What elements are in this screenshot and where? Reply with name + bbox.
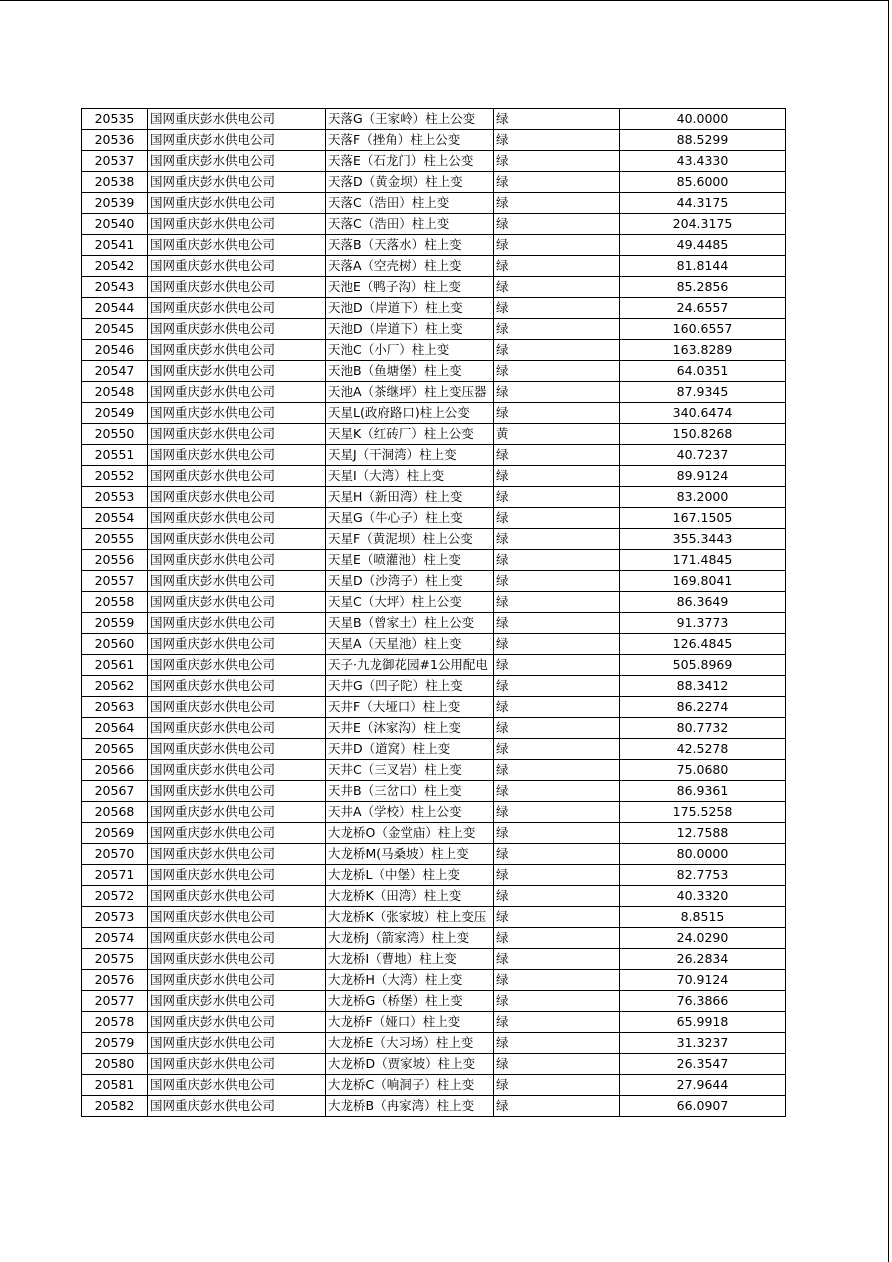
table-row	[82, 655, 786, 676]
transformer-name-cell: 大龙桥J（箭家湾）柱上变	[326, 928, 494, 949]
status-cell: 绿	[494, 655, 620, 676]
row-id-cell: 20550	[82, 424, 148, 445]
table-row	[82, 844, 786, 865]
table-row	[82, 970, 786, 991]
company-cell: 国网重庆彭水供电公司	[148, 844, 326, 865]
transformer-name-cell: 天落F（挫角）柱上公变	[326, 130, 494, 151]
value-cell: 86.3649	[620, 592, 786, 613]
row-id-cell: 20573	[82, 907, 148, 928]
row-id-cell: 20545	[82, 319, 148, 340]
transformer-table	[81, 108, 786, 1117]
status-cell: 绿	[494, 529, 620, 550]
row-id-cell: 20569	[82, 823, 148, 844]
value-cell: 64.0351	[620, 361, 786, 382]
transformer-name-cell: 天池C（小厂）柱上变	[326, 340, 494, 361]
value-cell: 175.5258	[620, 802, 786, 823]
status-cell: 绿	[494, 466, 620, 487]
company-cell: 国网重庆彭水供电公司	[148, 382, 326, 403]
table-row	[82, 361, 786, 382]
table-row	[82, 235, 786, 256]
transformer-name-cell: 天落C（浩田）柱上变	[326, 193, 494, 214]
company-cell: 国网重庆彭水供电公司	[148, 970, 326, 991]
table-row	[82, 949, 786, 970]
status-cell: 绿	[494, 697, 620, 718]
company-cell: 国网重庆彭水供电公司	[148, 697, 326, 718]
status-cell: 绿	[494, 445, 620, 466]
transformer-name-cell: 天子·九龙御花园#1公用配电	[326, 655, 494, 676]
transformer-name-cell: 天落D（黄金坝）柱上变	[326, 172, 494, 193]
table-row	[82, 172, 786, 193]
table-row	[82, 592, 786, 613]
table-row	[82, 697, 786, 718]
row-id-cell: 20575	[82, 949, 148, 970]
table-row	[82, 340, 786, 361]
row-id-cell: 20561	[82, 655, 148, 676]
status-cell: 绿	[494, 361, 620, 382]
table-row	[82, 214, 786, 235]
transformer-name-cell: 天落C（浩田）柱上变	[326, 214, 494, 235]
transformer-name-cell: 大龙桥L（中堡）柱上变	[326, 865, 494, 886]
row-id-cell: 20542	[82, 256, 148, 277]
table-row	[82, 403, 786, 424]
status-cell: 绿	[494, 109, 620, 130]
row-id-cell: 20546	[82, 340, 148, 361]
table-row	[82, 991, 786, 1012]
row-id-cell: 20562	[82, 676, 148, 697]
row-id-cell: 20567	[82, 781, 148, 802]
transformer-name-cell: 大龙桥H（大湾）柱上变	[326, 970, 494, 991]
table-row	[82, 151, 786, 172]
row-id-cell: 20579	[82, 1033, 148, 1054]
status-cell: 绿	[494, 613, 620, 634]
company-cell: 国网重庆彭水供电公司	[148, 1012, 326, 1033]
table-row	[82, 130, 786, 151]
company-cell: 国网重庆彭水供电公司	[148, 655, 326, 676]
table-row	[82, 634, 786, 655]
status-cell: 绿	[494, 907, 620, 928]
transformer-name-cell: 大龙桥I（曹地）柱上变	[326, 949, 494, 970]
transformer-name-cell: 天星D（沙湾子）柱上变	[326, 571, 494, 592]
value-cell: 24.0290	[620, 928, 786, 949]
value-cell: 26.3547	[620, 1054, 786, 1075]
value-cell: 160.6557	[620, 319, 786, 340]
table-row	[82, 865, 786, 886]
company-cell: 国网重庆彭水供电公司	[148, 718, 326, 739]
transformer-name-cell: 大龙桥M(马桑坡）柱上变	[326, 844, 494, 865]
table-row	[82, 760, 786, 781]
row-id-cell: 20577	[82, 991, 148, 1012]
company-cell: 国网重庆彭水供电公司	[148, 403, 326, 424]
transformer-name-cell: 天井E（沐家沟）柱上变	[326, 718, 494, 739]
row-id-cell: 20543	[82, 277, 148, 298]
status-cell: 绿	[494, 214, 620, 235]
table-row	[82, 550, 786, 571]
table-row	[82, 1075, 786, 1096]
value-cell: 169.8041	[620, 571, 786, 592]
status-cell: 绿	[494, 487, 620, 508]
company-cell: 国网重庆彭水供电公司	[148, 1096, 326, 1117]
value-cell: 66.0907	[620, 1096, 786, 1117]
row-id-cell: 20570	[82, 844, 148, 865]
transformer-name-cell: 天池D（岸道下）柱上变	[326, 319, 494, 340]
transformer-name-cell: 大龙桥D（贾家坡）柱上变	[326, 1054, 494, 1075]
company-cell: 国网重庆彭水供电公司	[148, 361, 326, 382]
value-cell: 91.3773	[620, 613, 786, 634]
transformer-name-cell: 大龙桥O（金堂庙）柱上变	[326, 823, 494, 844]
status-cell: 绿	[494, 970, 620, 991]
company-cell: 国网重庆彭水供电公司	[148, 781, 326, 802]
page-top-border	[0, 0, 888, 1]
value-cell: 12.7588	[620, 823, 786, 844]
row-id-cell: 20552	[82, 466, 148, 487]
row-id-cell: 20544	[82, 298, 148, 319]
status-cell: 绿	[494, 760, 620, 781]
row-id-cell: 20540	[82, 214, 148, 235]
table-body	[82, 109, 786, 1117]
row-id-cell: 20553	[82, 487, 148, 508]
value-cell: 44.3175	[620, 193, 786, 214]
row-id-cell: 20559	[82, 613, 148, 634]
company-cell: 国网重庆彭水供电公司	[148, 907, 326, 928]
company-cell: 国网重庆彭水供电公司	[148, 424, 326, 445]
status-cell: 绿	[494, 844, 620, 865]
company-cell: 国网重庆彭水供电公司	[148, 1075, 326, 1096]
status-cell: 绿	[494, 340, 620, 361]
status-cell: 绿	[494, 739, 620, 760]
company-cell: 国网重庆彭水供电公司	[148, 613, 326, 634]
transformer-name-cell: 天井B（三岔口）柱上变	[326, 781, 494, 802]
status-cell: 绿	[494, 865, 620, 886]
transformer-name-cell: 天星K（红砖厂）柱上公变	[326, 424, 494, 445]
transformer-name-cell: 天星A（天星池）柱上变	[326, 634, 494, 655]
status-cell: 绿	[494, 151, 620, 172]
status-cell: 绿	[494, 382, 620, 403]
transformer-name-cell: 天星C（大坪）柱上公变	[326, 592, 494, 613]
status-cell: 绿	[494, 1096, 620, 1117]
status-cell: 绿	[494, 130, 620, 151]
table-row	[82, 256, 786, 277]
value-cell: 81.8144	[620, 256, 786, 277]
company-cell: 国网重庆彭水供电公司	[148, 193, 326, 214]
transformer-name-cell: 天星L(政府路口)柱上公变	[326, 403, 494, 424]
status-cell: 绿	[494, 256, 620, 277]
transformer-name-cell: 大龙桥K（田湾）柱上变	[326, 886, 494, 907]
company-cell: 国网重庆彭水供电公司	[148, 550, 326, 571]
row-id-cell: 20581	[82, 1075, 148, 1096]
row-id-cell: 20574	[82, 928, 148, 949]
table-row	[82, 1012, 786, 1033]
status-cell: 绿	[494, 571, 620, 592]
table-row	[82, 382, 786, 403]
table-row	[82, 193, 786, 214]
value-cell: 150.8268	[620, 424, 786, 445]
row-id-cell: 20548	[82, 382, 148, 403]
status-cell: 绿	[494, 298, 620, 319]
table-row	[82, 445, 786, 466]
status-cell: 绿	[494, 634, 620, 655]
table-row	[82, 928, 786, 949]
status-cell: 绿	[494, 676, 620, 697]
company-cell: 国网重庆彭水供电公司	[148, 487, 326, 508]
transformer-name-cell: 天池D（岸道下）柱上变	[326, 298, 494, 319]
company-cell: 国网重庆彭水供电公司	[148, 802, 326, 823]
row-id-cell: 20560	[82, 634, 148, 655]
value-cell: 167.1505	[620, 508, 786, 529]
company-cell: 国网重庆彭水供电公司	[148, 1033, 326, 1054]
value-cell: 126.4845	[620, 634, 786, 655]
company-cell: 国网重庆彭水供电公司	[148, 760, 326, 781]
status-cell: 绿	[494, 592, 620, 613]
company-cell: 国网重庆彭水供电公司	[148, 592, 326, 613]
transformer-name-cell: 大龙桥G（桥堡）柱上变	[326, 991, 494, 1012]
value-cell: 83.2000	[620, 487, 786, 508]
company-cell: 国网重庆彭水供电公司	[148, 1054, 326, 1075]
row-id-cell: 20571	[82, 865, 148, 886]
transformer-name-cell: 天星J（干洞湾）柱上变	[326, 445, 494, 466]
value-cell: 27.9644	[620, 1075, 786, 1096]
company-cell: 国网重庆彭水供电公司	[148, 109, 326, 130]
value-cell: 85.2856	[620, 277, 786, 298]
transformer-name-cell: 天井A（学校）柱上公变	[326, 802, 494, 823]
page-right-border	[888, 0, 889, 1262]
table-row	[82, 1033, 786, 1054]
row-id-cell: 20572	[82, 886, 148, 907]
status-cell: 绿	[494, 928, 620, 949]
transformer-name-cell: 天星H（新田湾）柱上变	[326, 487, 494, 508]
transformer-name-cell: 天落G（王家岭）柱上公变	[326, 109, 494, 130]
status-cell: 绿	[494, 1033, 620, 1054]
status-cell: 绿	[494, 991, 620, 1012]
transformer-name-cell: 天星G（牛心子）柱上变	[326, 508, 494, 529]
row-id-cell: 20557	[82, 571, 148, 592]
value-cell: 40.3320	[620, 886, 786, 907]
value-cell: 70.9124	[620, 970, 786, 991]
status-cell: 绿	[494, 802, 620, 823]
value-cell: 171.4845	[620, 550, 786, 571]
value-cell: 43.4330	[620, 151, 786, 172]
status-cell: 绿	[494, 1012, 620, 1033]
transformer-name-cell: 大龙桥C（响洞子）柱上变	[326, 1075, 494, 1096]
value-cell: 31.3237	[620, 1033, 786, 1054]
status-cell: 绿	[494, 886, 620, 907]
table-row	[82, 781, 786, 802]
company-cell: 国网重庆彭水供电公司	[148, 214, 326, 235]
table-row	[82, 739, 786, 760]
value-cell: 24.6557	[620, 298, 786, 319]
value-cell: 88.5299	[620, 130, 786, 151]
table-row	[82, 676, 786, 697]
company-cell: 国网重庆彭水供电公司	[148, 886, 326, 907]
row-id-cell: 20556	[82, 550, 148, 571]
transformer-name-cell: 天星B（曾家土）柱上公变	[326, 613, 494, 634]
company-cell: 国网重庆彭水供电公司	[148, 151, 326, 172]
company-cell: 国网重庆彭水供电公司	[148, 445, 326, 466]
table-row	[82, 802, 786, 823]
row-id-cell: 20565	[82, 739, 148, 760]
status-cell: 绿	[494, 781, 620, 802]
transformer-name-cell: 大龙桥E（大习场）柱上变	[326, 1033, 494, 1054]
transformer-name-cell: 天井D（道窝）柱上变	[326, 739, 494, 760]
row-id-cell: 20539	[82, 193, 148, 214]
transformer-name-cell: 大龙桥B（冉家湾）柱上变	[326, 1096, 494, 1117]
transformer-name-cell: 天井F（大垭口）柱上变	[326, 697, 494, 718]
table-row	[82, 277, 786, 298]
company-cell: 国网重庆彭水供电公司	[148, 298, 326, 319]
table-row	[82, 1054, 786, 1075]
company-cell: 国网重庆彭水供电公司	[148, 466, 326, 487]
value-cell: 86.2274	[620, 697, 786, 718]
row-id-cell: 20554	[82, 508, 148, 529]
company-cell: 国网重庆彭水供电公司	[148, 991, 326, 1012]
row-id-cell: 20536	[82, 130, 148, 151]
transformer-name-cell: 天井C（三叉岩）柱上变	[326, 760, 494, 781]
status-cell: 黄	[494, 424, 620, 445]
status-cell: 绿	[494, 550, 620, 571]
value-cell: 87.9345	[620, 382, 786, 403]
row-id-cell: 20538	[82, 172, 148, 193]
value-cell: 340.6474	[620, 403, 786, 424]
company-cell: 国网重庆彭水供电公司	[148, 676, 326, 697]
value-cell: 8.8515	[620, 907, 786, 928]
table-row	[82, 487, 786, 508]
row-id-cell: 20563	[82, 697, 148, 718]
value-cell: 82.7753	[620, 865, 786, 886]
value-cell: 49.4485	[620, 235, 786, 256]
value-cell: 86.9361	[620, 781, 786, 802]
transformer-name-cell: 天池E（鸭子沟）柱上变	[326, 277, 494, 298]
status-cell: 绿	[494, 823, 620, 844]
company-cell: 国网重庆彭水供电公司	[148, 277, 326, 298]
company-cell: 国网重庆彭水供电公司	[148, 739, 326, 760]
transformer-name-cell: 天落E（石龙门）柱上公变	[326, 151, 494, 172]
table-row	[82, 613, 786, 634]
company-cell: 国网重庆彭水供电公司	[148, 508, 326, 529]
row-id-cell: 20582	[82, 1096, 148, 1117]
value-cell: 163.8289	[620, 340, 786, 361]
row-id-cell: 20566	[82, 760, 148, 781]
company-cell: 国网重庆彭水供电公司	[148, 235, 326, 256]
table-row	[82, 298, 786, 319]
company-cell: 国网重庆彭水供电公司	[148, 634, 326, 655]
row-id-cell: 20549	[82, 403, 148, 424]
company-cell: 国网重庆彭水供电公司	[148, 172, 326, 193]
row-id-cell: 20578	[82, 1012, 148, 1033]
company-cell: 国网重庆彭水供电公司	[148, 256, 326, 277]
value-cell: 40.0000	[620, 109, 786, 130]
status-cell: 绿	[494, 172, 620, 193]
row-id-cell: 20580	[82, 1054, 148, 1075]
value-cell: 76.3866	[620, 991, 786, 1012]
row-id-cell: 20541	[82, 235, 148, 256]
table-row	[82, 529, 786, 550]
row-id-cell: 20547	[82, 361, 148, 382]
table-row	[82, 424, 786, 445]
value-cell: 80.7732	[620, 718, 786, 739]
transformer-name-cell: 天星F（黄泥坝）柱上公变	[326, 529, 494, 550]
transformer-name-cell: 天星I（大湾）柱上变	[326, 466, 494, 487]
status-cell: 绿	[494, 403, 620, 424]
transformer-name-cell: 天池A（茶继坪）柱上变压器	[326, 382, 494, 403]
status-cell: 绿	[494, 235, 620, 256]
row-id-cell: 20535	[82, 109, 148, 130]
value-cell: 40.7237	[620, 445, 786, 466]
value-cell: 204.3175	[620, 214, 786, 235]
value-cell: 505.8969	[620, 655, 786, 676]
company-cell: 国网重庆彭水供电公司	[148, 529, 326, 550]
value-cell: 88.3412	[620, 676, 786, 697]
table-row	[82, 466, 786, 487]
transformer-name-cell: 天池B（鱼塘堡）柱上变	[326, 361, 494, 382]
status-cell: 绿	[494, 277, 620, 298]
row-id-cell: 20568	[82, 802, 148, 823]
row-id-cell: 20537	[82, 151, 148, 172]
status-cell: 绿	[494, 718, 620, 739]
value-cell: 89.9124	[620, 466, 786, 487]
table-row	[82, 718, 786, 739]
company-cell: 国网重庆彭水供电公司	[148, 949, 326, 970]
transformer-name-cell: 大龙桥K（张家坡）柱上变压	[326, 907, 494, 928]
row-id-cell: 20558	[82, 592, 148, 613]
status-cell: 绿	[494, 1054, 620, 1075]
transformer-name-cell: 天井G（凹子陀）柱上变	[326, 676, 494, 697]
table-row	[82, 508, 786, 529]
value-cell: 75.0680	[620, 760, 786, 781]
transformer-name-cell: 天落A（空壳树）柱上变	[326, 256, 494, 277]
company-cell: 国网重庆彭水供电公司	[148, 571, 326, 592]
transformer-name-cell: 天落B（天落水）柱上变	[326, 235, 494, 256]
company-cell: 国网重庆彭水供电公司	[148, 928, 326, 949]
company-cell: 国网重庆彭水供电公司	[148, 130, 326, 151]
value-cell: 26.2834	[620, 949, 786, 970]
value-cell: 42.5278	[620, 739, 786, 760]
status-cell: 绿	[494, 508, 620, 529]
status-cell: 绿	[494, 193, 620, 214]
value-cell: 65.9918	[620, 1012, 786, 1033]
transformer-name-cell: 天星E（喷灌池）柱上变	[326, 550, 494, 571]
table-row	[82, 1096, 786, 1117]
value-cell: 80.0000	[620, 844, 786, 865]
table-row	[82, 571, 786, 592]
status-cell: 绿	[494, 319, 620, 340]
table-row	[82, 823, 786, 844]
transformer-name-cell: 大龙桥F（娅口）柱上变	[326, 1012, 494, 1033]
table-row	[82, 109, 786, 130]
table-row	[82, 319, 786, 340]
table-row	[82, 886, 786, 907]
row-id-cell: 20576	[82, 970, 148, 991]
value-cell: 85.6000	[620, 172, 786, 193]
row-id-cell: 20564	[82, 718, 148, 739]
table-row	[82, 907, 786, 928]
company-cell: 国网重庆彭水供电公司	[148, 340, 326, 361]
company-cell: 国网重庆彭水供电公司	[148, 865, 326, 886]
status-cell: 绿	[494, 1075, 620, 1096]
company-cell: 国网重庆彭水供电公司	[148, 823, 326, 844]
status-cell: 绿	[494, 949, 620, 970]
row-id-cell: 20551	[82, 445, 148, 466]
value-cell: 355.3443	[620, 529, 786, 550]
company-cell: 国网重庆彭水供电公司	[148, 319, 326, 340]
row-id-cell: 20555	[82, 529, 148, 550]
